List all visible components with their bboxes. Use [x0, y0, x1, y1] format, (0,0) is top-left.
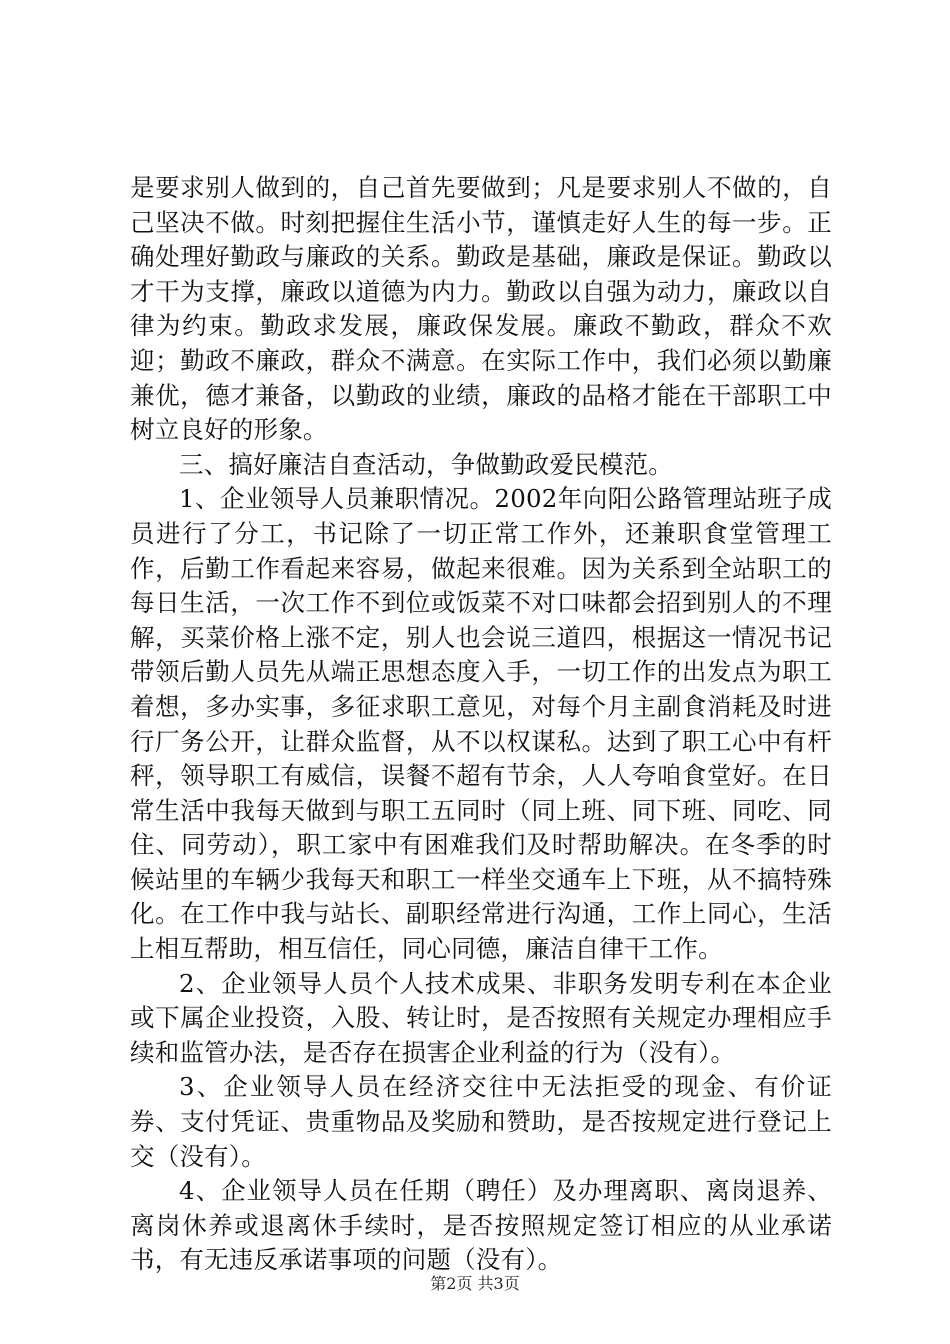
paragraph-continuation: 是要求别人做到的，自己首先要做到；凡是要求别人不做的，自己坚决不做。时刻把握住生活小节，谨慎走好人生的每一步。正确处理好勤政与廉政的关系。勤政是基础，廉政是保证。勤政以才干为支撑，廉政以道德为内力。勤政以自强为动力，廉政以自律为约束。勤政求发展，廉政保发展。廉政不勤政，群众不欢迎；勤政不廉政，群众不满意。在实际工作中，我们必须以勤廉兼优，德才兼备，以勤政的业绩，廉政的品格才能在干部职工中树立良好的形象。: [130, 173, 832, 445]
paragraph-item-2: 2、企业领导人员个人技术成果、非职务发明专利在本企业或下属企业投资，入股、转让时，是否按照有关规定办理相应手续和监管办法，是否存在损害企业利益的行为（没有）。: [130, 968, 832, 1067]
paragraph-item-3: 3、企业领导人员在经济交往中无法拒受的现金、有价证券、支付凭证、贵重物品及奖励和赞助，是否按规定进行登记上交（没有）。: [130, 1072, 832, 1171]
document-body: [130, 171, 832, 1278]
section-heading: 三、搞好廉洁自查活动，争做勤政爱民模范。: [179, 449, 673, 479]
paragraph-item-1: 1、企业领导人员兼职情况。2002年向阳公路管理站班子成员进行了分工，书记除了一切正常工作外，还兼职食堂管理工作，后勤工作看起来容易，做起来很难。因为关系到全站职工的每日生活，一次工作不到位或饭菜不对口味都会招到别人的不理解，买菜价格上涨不定，别人也会说三道四，根据这一情况书记带领后勤人员先从端正思想态度入手，一切工作的出发点为职工着想，多办实事，多征求职工意见，对每个月主副食消耗及时进行厂务公开，让群众监督，从不以权谋私。达到了职工心中有杆秤，领导职工有威信，误餐不超有节余，人人夸咱食堂好。在日常生活中我每天做到与职工五同时（同上班、同下班、同吃、同住、同劳动），职工家中有困难我们及时帮助解决。在冬季的时候站里的车辆少我每天和职工一样坐交通车上下班，从不搞特殊化。在工作中我与站长、副职经常进行沟通，工作上同心，生活上相互帮助，相互信任，同心同德，廉洁自律干工作。: [130, 484, 832, 964]
page-number-footer: 第2页 共3页: [430, 1274, 520, 1293]
paragraph-item-4: 4、企业领导人员在任期（聘任）及办理离职、离岗退养、离岗休养或退离休手续时，是否按照规定签订相应的从业承诺书，有无违反承诺事项的问题（没有）。: [130, 1176, 832, 1275]
